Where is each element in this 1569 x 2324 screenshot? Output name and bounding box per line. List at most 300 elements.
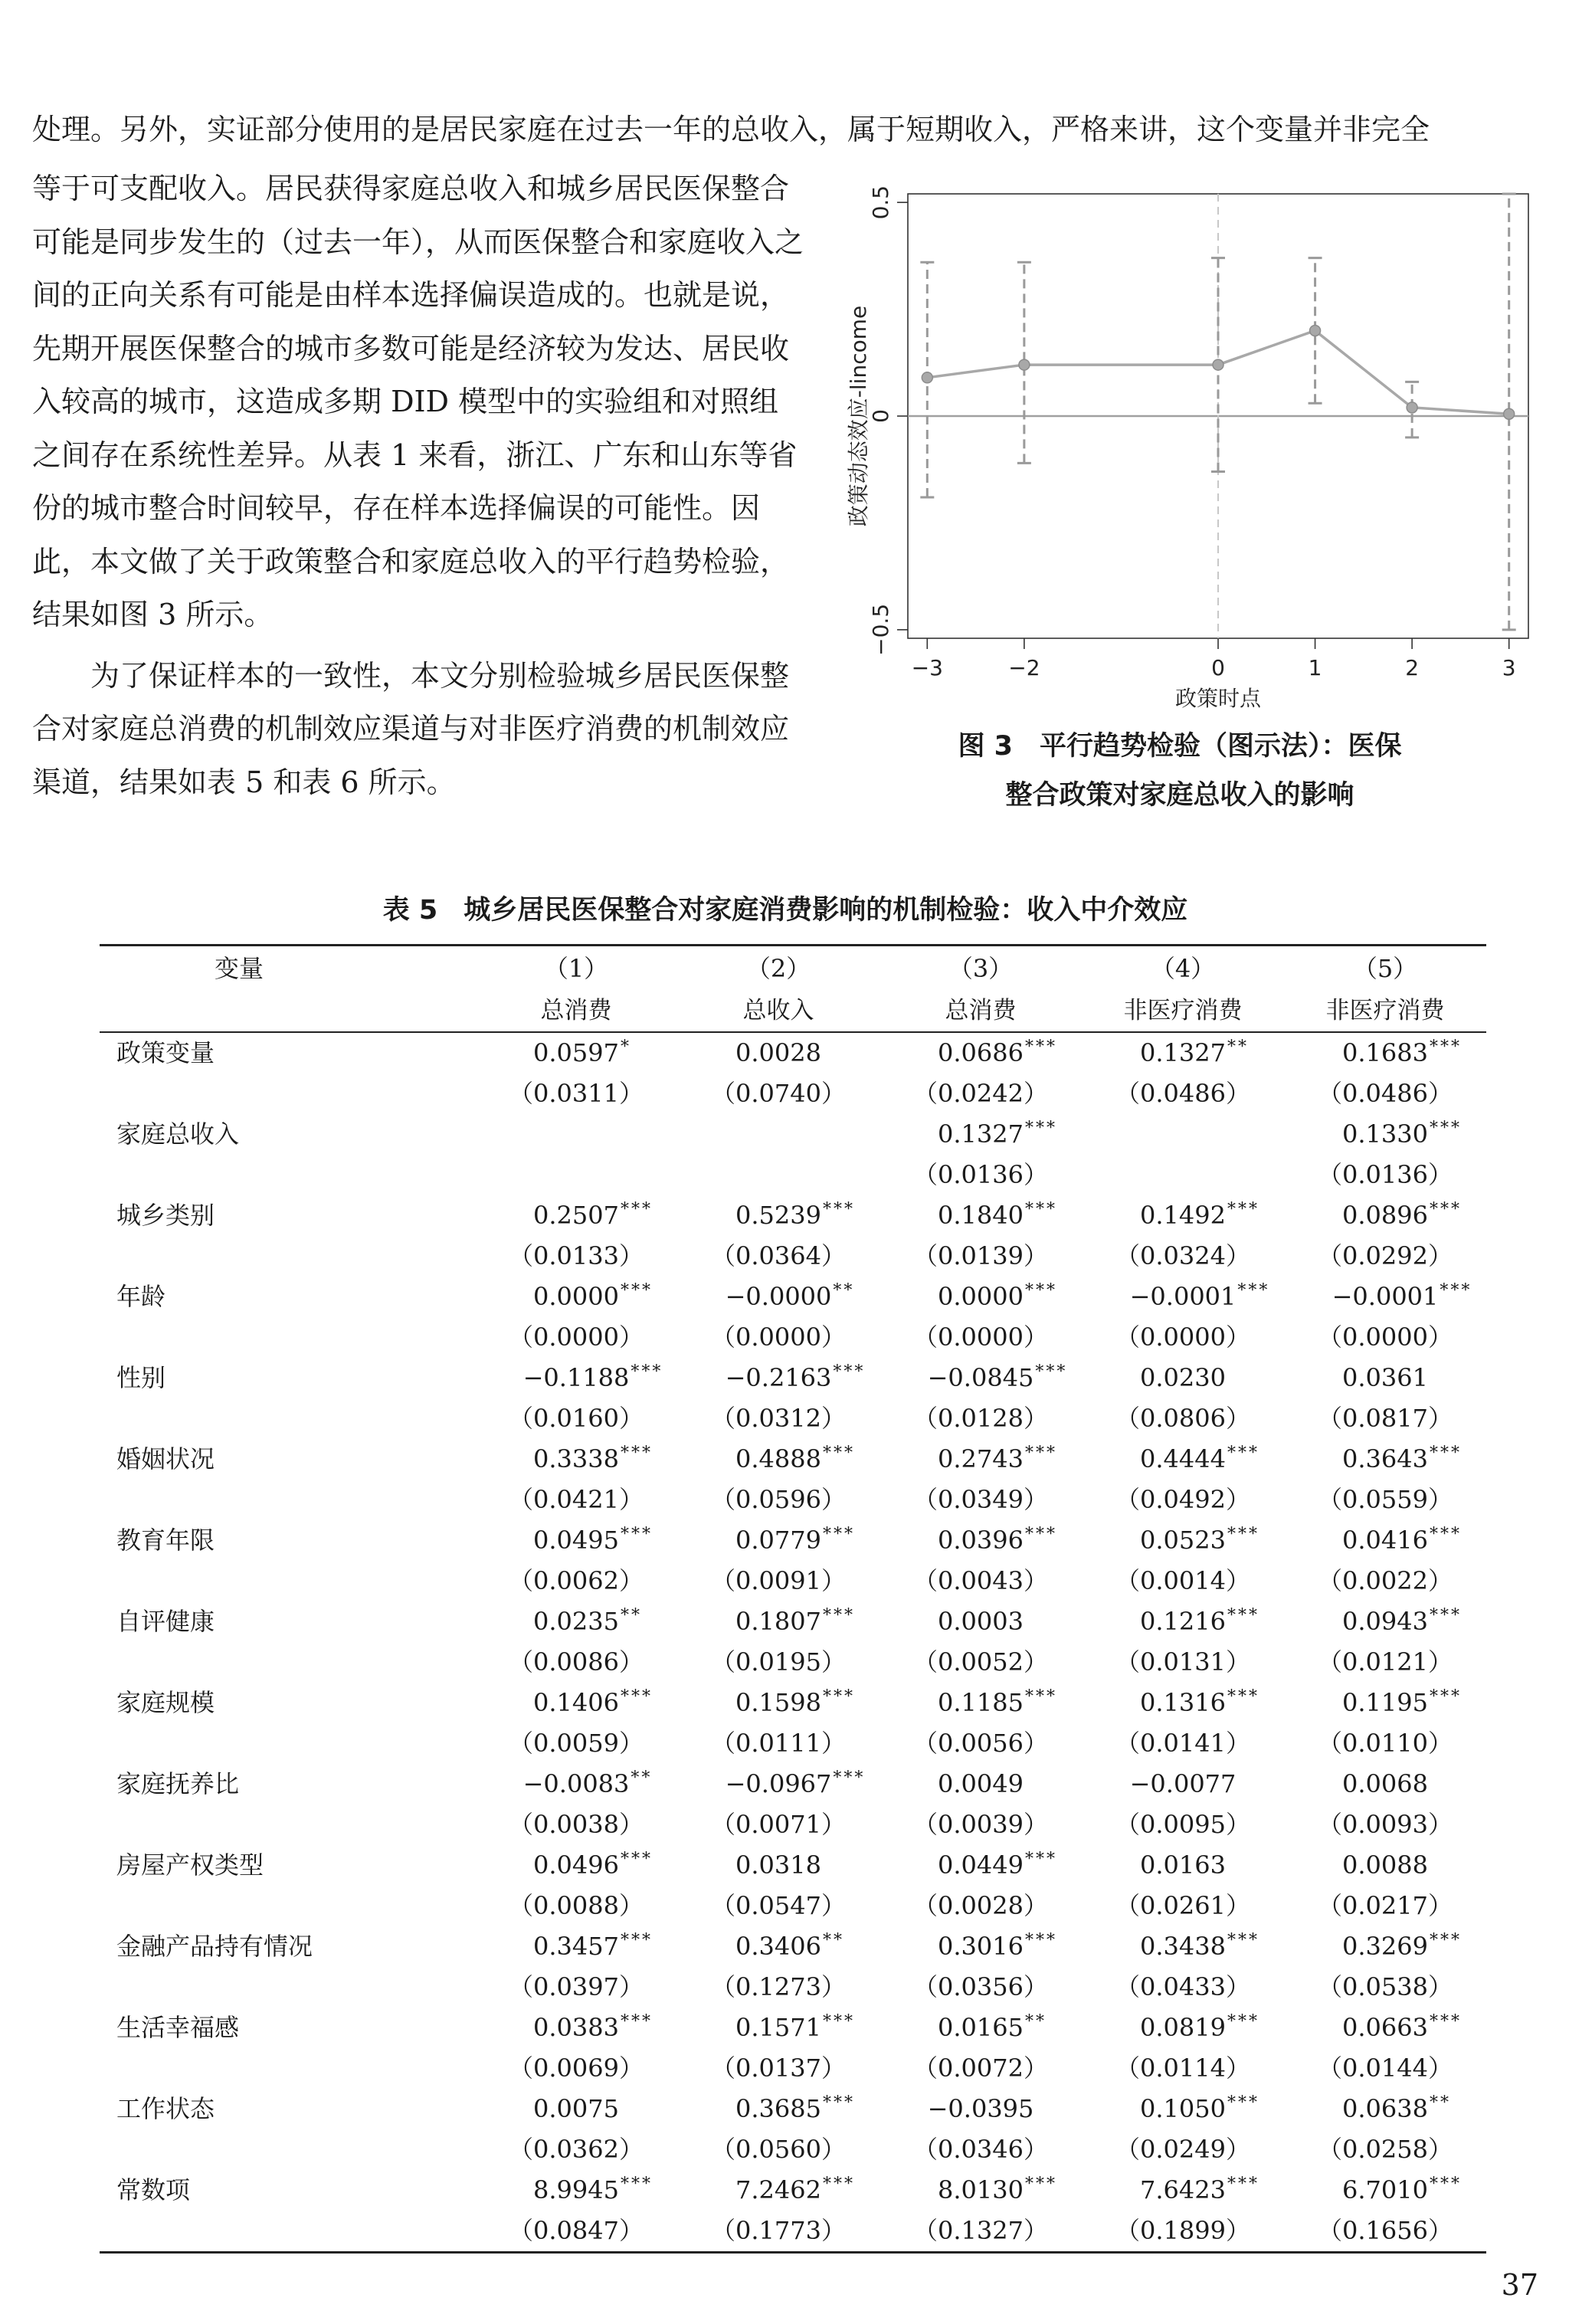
y-tick-label: −0.5 — [868, 603, 893, 656]
column-number: （4） — [1082, 946, 1284, 992]
standard-error: （0.0014） — [1115, 1566, 1250, 1595]
coefficient-value — [522, 1764, 653, 1804]
significance-stars: *** — [822, 1444, 855, 1463]
coefficient-cell — [1082, 2170, 1284, 2211]
table-row-coef — [100, 2008, 1486, 2048]
table-row-coef — [100, 1358, 1486, 1398]
variable-name-blank — [100, 1804, 475, 1845]
coefficient-value — [938, 1033, 1057, 1073]
coefficient-cell — [1284, 1845, 1486, 1886]
coefficient-value — [533, 1520, 653, 1561]
coefficient-cell — [1082, 1520, 1284, 1561]
coefficient-cell — [677, 1845, 879, 1886]
standard-error: （0.0486） — [1115, 1079, 1250, 1108]
coefficient-text: 0.0663 — [1342, 2013, 1428, 2042]
table-row-coef — [100, 1195, 1486, 1236]
standard-error: （0.0111） — [711, 1729, 846, 1758]
coefficient-cell — [879, 1520, 1082, 1561]
data-point — [1504, 408, 1515, 419]
coefficient-text: 0.1316 — [1140, 1688, 1226, 1717]
coefficient-text: 0.1598 — [735, 1688, 821, 1717]
coefficient-cell — [677, 1358, 879, 1398]
coefficient-cell — [1082, 1926, 1284, 1967]
standard-error: （0.0056） — [913, 1729, 1048, 1758]
coefficient-cell — [475, 2170, 677, 2211]
standard-error: （0.0217） — [1318, 1891, 1453, 1920]
coefficient-text: 0.0028 — [735, 1038, 821, 1067]
variable-header-blank — [100, 991, 475, 1032]
significance-stars: *** — [620, 1281, 653, 1300]
coefficient-value — [1342, 1358, 1428, 1398]
coefficient-text: 0.0896 — [1342, 1201, 1428, 1230]
coefficient-value — [1342, 1033, 1462, 1073]
coefficient-text: 0.0383 — [533, 2013, 619, 2042]
coefficient-cell — [475, 2008, 677, 2048]
table-row-coef — [100, 1845, 1486, 1886]
x-axis-label: 政策时点 — [1174, 686, 1262, 711]
x-tick-label: 1 — [1308, 655, 1322, 680]
table-row-coef — [100, 1114, 1486, 1155]
coefficient-text: 7.2462 — [735, 2175, 821, 2204]
coefficient-cell — [1284, 1439, 1486, 1480]
column-name: 总消费 — [475, 991, 677, 1032]
coefficient-value — [1140, 2170, 1259, 2211]
coefficient-cell — [879, 1926, 1082, 1967]
coefficient-cell — [1284, 1926, 1486, 1967]
standard-error: （0.0000） — [1318, 1323, 1453, 1352]
table-row-coef — [100, 2170, 1486, 2211]
table-row-coef — [100, 1601, 1486, 1642]
table-row-coef — [100, 1926, 1486, 1967]
coefficient-cell — [475, 1277, 677, 1317]
coefficient-cell — [1082, 1683, 1284, 1723]
coefficient-value — [533, 2089, 619, 2129]
coefficient-value — [1342, 1926, 1462, 1967]
table-subheader-row — [100, 991, 1486, 1032]
significance-stars: *** — [1227, 2093, 1259, 2113]
coefficient-value — [938, 1114, 1057, 1155]
coefficient-text: 0.0495 — [533, 1526, 619, 1555]
significance-stars: *** — [822, 1687, 855, 1706]
coefficient-value — [735, 1926, 844, 1967]
significance-stars: *** — [1024, 1931, 1057, 1950]
standard-error: （0.0000） — [1115, 1323, 1250, 1352]
standard-error: （0.0817） — [1318, 1404, 1453, 1433]
y-tick-label: 0.5 — [868, 185, 893, 220]
table-row-se — [100, 1967, 1486, 2008]
standard-error: （0.1899） — [1082, 2211, 1284, 2253]
coefficient-value — [735, 2089, 855, 2129]
standard-error: （0.0242） — [913, 1079, 1048, 1108]
standard-error: （0.0088） — [509, 1891, 644, 1920]
standard-error: （0.0311） — [509, 1079, 644, 1108]
coefficient-text: 0.0165 — [938, 2013, 1024, 2042]
coefficient-value — [1140, 1195, 1259, 1236]
coefficient-text: 0.1571 — [735, 2013, 821, 2042]
coefficient-text: 6.7010 — [1342, 2175, 1428, 2204]
variable-name: 城乡类别 — [116, 1201, 215, 1230]
variable-name-blank — [100, 1480, 475, 1520]
coefficient-value — [735, 1683, 855, 1723]
coefficient-cell — [1284, 1764, 1486, 1804]
significance-stars: *** — [822, 2012, 855, 2031]
variable-name: 教育年限 — [116, 1526, 215, 1555]
significance-stars: *** — [1024, 1850, 1057, 1869]
coefficient-cell — [1284, 1683, 1486, 1723]
coefficient-cell — [475, 1764, 677, 1804]
significance-stars: *** — [1227, 1687, 1259, 1706]
variable-name: 政策变量 — [116, 1038, 215, 1067]
coefficient-text: 0.0819 — [1140, 2013, 1226, 2042]
significance-stars: *** — [1227, 2012, 1259, 2031]
figure-caption-line1: 图 3 平行趋势检验（图示法）：医保 — [958, 731, 1402, 762]
x-tick-label: 2 — [1405, 655, 1420, 680]
coefficient-cell — [677, 2089, 879, 2129]
standard-error: （0.1773） — [677, 2211, 879, 2253]
coefficient-text: 8.0130 — [938, 2175, 1024, 2204]
standard-error: （0.0806） — [1115, 1404, 1250, 1433]
coefficient-value — [1140, 1601, 1259, 1642]
coefficient-cell — [475, 2089, 677, 2129]
coefficient-value — [1140, 2008, 1259, 2048]
significance-stars: *** — [1429, 1931, 1462, 1950]
significance-stars: *** — [1024, 1687, 1057, 1706]
standard-error: （0.0261） — [1115, 1891, 1250, 1920]
significance-stars: *** — [1227, 1606, 1259, 1625]
coefficient-cell — [677, 1277, 879, 1317]
coefficient-cell — [677, 1926, 879, 1967]
standard-error: （0.0292） — [1318, 1241, 1453, 1270]
variable-name-blank — [100, 2211, 475, 2253]
coefficient-value — [735, 1601, 855, 1642]
variable-name-blank — [100, 1398, 475, 1439]
table-row-se — [100, 1804, 1486, 1845]
table-row-coef — [100, 1439, 1486, 1480]
coefficient-text: 0.3338 — [533, 1444, 619, 1473]
coefficient-cell — [677, 1683, 879, 1723]
coefficient-cell — [1082, 1114, 1284, 1155]
table-row-se — [100, 1236, 1486, 1277]
significance-stars: ** — [1227, 1037, 1249, 1057]
variable-name-blank — [100, 1642, 475, 1683]
significance-stars: *** — [1227, 2175, 1259, 2194]
coefficient-value — [1342, 2089, 1451, 2129]
significance-stars: *** — [822, 1200, 855, 1219]
table-row-se — [100, 1155, 1486, 1195]
variable-name-blank — [100, 1155, 475, 1195]
coefficient-value — [725, 1358, 866, 1398]
variable-name-blank — [100, 1236, 475, 1277]
table-number: 表 5 — [382, 895, 438, 926]
significance-stars: ** — [631, 1768, 653, 1788]
significance-stars: *** — [1227, 1525, 1259, 1544]
coefficient-text: 0.1330 — [1342, 1119, 1428, 1149]
coefficient-cell — [677, 1439, 879, 1480]
variable-name: 生活幸福感 — [116, 2013, 240, 2042]
standard-error: （0.0136） — [913, 1160, 1048, 1189]
standard-error: （0.0249） — [1115, 2135, 1250, 2164]
coefficient-cell — [879, 2170, 1082, 2211]
column-name: 总收入 — [677, 991, 879, 1032]
standard-error: （0.0095） — [1115, 1810, 1250, 1839]
standard-error: （0.0349） — [913, 1485, 1048, 1514]
standard-error: （0.0038） — [509, 1810, 644, 1839]
coefficient-cell — [1284, 1114, 1486, 1155]
coefficient-text: −0.0000 — [725, 1282, 832, 1311]
coefficient-value — [938, 2008, 1047, 2048]
coefficient-text: 0.3643 — [1342, 1444, 1428, 1473]
variable-name: 家庭规模 — [116, 1688, 215, 1717]
coefficient-text: 0.1683 — [1342, 1038, 1428, 1067]
standard-error: （0.0195） — [711, 1647, 846, 1677]
coefficient-cell — [475, 1195, 677, 1236]
significance-stars: *** — [1440, 1281, 1472, 1300]
table-row-coef — [100, 2089, 1486, 2129]
table-row-se — [100, 1642, 1486, 1683]
column-number: （1） — [475, 946, 677, 992]
coefficient-value — [938, 1439, 1057, 1480]
x-tick-label: −2 — [1008, 655, 1040, 680]
significance-stars: *** — [1024, 1525, 1057, 1544]
coefficient-text: 0.0686 — [938, 1038, 1024, 1067]
coefficient-cell — [879, 2008, 1082, 2048]
variable-name: 家庭抚养比 — [116, 1769, 240, 1798]
coefficient-cell — [879, 1439, 1082, 1480]
coefficient-cell — [879, 1683, 1082, 1723]
coefficient-value — [1342, 2170, 1462, 2211]
coefficient-text: −0.0395 — [927, 2094, 1034, 2123]
coefficient-cell — [879, 1358, 1082, 1398]
coefficient-text: 0.1807 — [735, 1607, 821, 1636]
significance-stars: *** — [1024, 1119, 1057, 1138]
standard-error: （0.0000） — [509, 1323, 644, 1352]
standard-error: （0.0062） — [509, 1566, 644, 1595]
coefficient-text: 0.1492 — [1140, 1201, 1226, 1230]
coefficient-text: −0.0967 — [725, 1769, 832, 1798]
coefficient-value — [533, 1683, 653, 1723]
significance-stars: *** — [833, 1362, 866, 1382]
coefficient-value — [1140, 1439, 1259, 1480]
coefficient-cell — [879, 1845, 1082, 1886]
significance-stars: *** — [620, 1931, 653, 1950]
x-tick-label: −3 — [911, 655, 943, 680]
coefficient-value — [735, 1520, 855, 1561]
coefficient-text: 0.0049 — [938, 1769, 1024, 1798]
coefficient-value — [735, 1033, 821, 1073]
significance-stars: * — [620, 1037, 631, 1057]
table-row-se — [100, 1886, 1486, 1926]
standard-error: （0.0039） — [913, 1810, 1048, 1839]
coefficient-cell — [677, 1032, 879, 1073]
coefficient-text: 0.3406 — [735, 1932, 821, 1961]
coefficient-cell — [879, 1195, 1082, 1236]
standard-error: （0.0397） — [509, 1972, 644, 2001]
coefficient-text: 7.6423 — [1140, 2175, 1226, 2204]
coefficient-value — [938, 1520, 1057, 1561]
variable-name: 常数项 — [116, 2175, 191, 2204]
significance-stars: *** — [822, 1525, 855, 1544]
coefficient-value — [735, 2008, 855, 2048]
variable-header: 变量 — [100, 946, 475, 992]
significance-stars: *** — [1024, 1200, 1057, 1219]
coefficient-value — [938, 1926, 1057, 1967]
coefficient-cell — [879, 2089, 1082, 2129]
coefficient-text: 0.0003 — [938, 1607, 1024, 1636]
standard-error: （0.0059） — [509, 1729, 644, 1758]
coefficient-value — [533, 2008, 653, 2048]
coefficient-text: 0.5239 — [735, 1201, 821, 1230]
coefficient-cell — [475, 1683, 677, 1723]
variable-name-blank — [100, 1886, 475, 1926]
coefficient-text: 0.1050 — [1140, 2094, 1226, 2123]
coefficient-value — [1342, 1845, 1428, 1886]
standard-error: （0.0141） — [1115, 1729, 1250, 1758]
coefficient-cell — [879, 1114, 1082, 1155]
standard-error: （0.0128） — [913, 1404, 1048, 1433]
coefficient-cell — [677, 1195, 879, 1236]
coefficient-value — [735, 1195, 855, 1236]
coefficient-text: −0.0845 — [927, 1363, 1034, 1392]
coefficient-cell — [475, 1845, 677, 1886]
standard-error: （0.0560） — [711, 2135, 846, 2164]
standard-error: （0.0121） — [1318, 1647, 1453, 1677]
coefficient-value — [533, 2170, 653, 2211]
coefficient-text: 0.4444 — [1140, 1444, 1226, 1473]
coefficient-text: 0.4888 — [735, 1444, 821, 1473]
table-row-se — [100, 2211, 1486, 2253]
coefficient-cell — [879, 1277, 1082, 1317]
standard-error: （0.0492） — [1115, 1485, 1250, 1514]
coefficient-text: 0.3269 — [1342, 1932, 1428, 1961]
significance-stars: *** — [1237, 1281, 1270, 1300]
coefficient-value — [1342, 1683, 1462, 1723]
coefficient-text: 0.0638 — [1342, 2094, 1428, 2123]
figure-caption — [835, 722, 1525, 820]
significance-stars: *** — [1024, 2175, 1057, 2194]
standard-error: （0.0028） — [913, 1891, 1048, 1920]
coefficient-value — [735, 1845, 821, 1886]
data-point — [1213, 359, 1223, 370]
significance-stars: *** — [620, 2012, 653, 2031]
standard-error: （0.0596） — [711, 1485, 846, 1514]
coefficient-cell — [475, 1114, 677, 1155]
coefficient-value — [735, 2170, 855, 2211]
standard-error: （0.0069） — [509, 2054, 644, 2083]
event-study-plot — [835, 175, 1548, 726]
coefficient-cell — [1284, 1195, 1486, 1236]
significance-stars: *** — [1227, 1200, 1259, 1219]
coefficient-text: 0.1185 — [938, 1688, 1024, 1717]
significance-stars: ** — [1024, 2012, 1047, 2031]
coefficient-value — [1342, 1114, 1462, 1155]
significance-stars: *** — [1035, 1362, 1068, 1382]
standard-error: （0.0847） — [475, 2211, 677, 2253]
left-text-column — [32, 162, 806, 809]
coefficient-text: 0.0779 — [735, 1526, 821, 1555]
regression-table — [100, 944, 1486, 2254]
x-tick-label: 0 — [1211, 655, 1225, 680]
coefficient-cell — [677, 2008, 879, 2048]
significance-stars: *** — [1429, 1525, 1462, 1544]
column-name: 总消费 — [879, 991, 1082, 1032]
standard-error: （0.0139） — [913, 1241, 1048, 1270]
page-number: 37 — [1501, 2268, 1538, 2302]
significance-stars: *** — [620, 1525, 653, 1544]
coefficient-cell — [1082, 1764, 1284, 1804]
coefficient-cell — [475, 1926, 677, 1967]
coefficient-value — [938, 2170, 1057, 2211]
coefficient-cell — [1284, 2170, 1486, 2211]
coefficient-text: 0.3685 — [735, 2094, 821, 2123]
coefficient-cell — [1082, 1601, 1284, 1642]
coefficient-text: 0.0396 — [938, 1526, 1024, 1555]
coefficient-value — [522, 1358, 663, 1398]
standard-error: （0.0093） — [1318, 1810, 1453, 1839]
variable-name-blank — [100, 1317, 475, 1358]
significance-stars: *** — [822, 1606, 855, 1625]
coefficient-value — [927, 1358, 1068, 1398]
significance-stars: *** — [1024, 1037, 1057, 1057]
standard-error: （0.0547） — [711, 1891, 846, 1920]
significance-stars: *** — [620, 1200, 653, 1219]
coefficient-text: 8.9945 — [533, 2175, 619, 2204]
significance-stars: *** — [1227, 1444, 1259, 1463]
coefficient-value — [1140, 2089, 1259, 2129]
data-point — [1310, 325, 1321, 336]
coefficient-cell — [475, 1439, 677, 1480]
table-row-se — [100, 1317, 1486, 1358]
column-name: 非医疗消费 — [1284, 991, 1486, 1032]
coefficient-text: 0.3016 — [938, 1932, 1024, 1961]
coefficient-value — [1140, 1926, 1259, 1967]
coefficient-cell — [677, 1114, 879, 1155]
coefficient-value — [938, 1683, 1057, 1723]
coefficient-value — [1140, 1358, 1226, 1398]
coefficient-value — [533, 1277, 653, 1317]
standard-error: （0.0110） — [1318, 1729, 1453, 1758]
standard-error: （0.0114） — [1115, 2054, 1250, 2083]
coefficient-value — [1342, 1764, 1428, 1804]
variable-name-blank — [100, 1561, 475, 1601]
coefficient-value — [1140, 1520, 1259, 1561]
significance-stars: *** — [620, 2175, 653, 2194]
coefficient-value — [533, 1195, 653, 1236]
coefficient-value — [938, 1277, 1057, 1317]
coefficient-value — [938, 1845, 1057, 1886]
significance-stars: *** — [833, 1768, 866, 1788]
coefficient-value — [938, 1195, 1057, 1236]
coefficient-cell — [1082, 1439, 1284, 1480]
coefficient-cell — [475, 1032, 677, 1073]
variable-name: 自评健康 — [116, 1607, 215, 1636]
coefficient-value — [1342, 1601, 1462, 1642]
standard-error: （0.0486） — [1318, 1079, 1453, 1108]
coefficient-value — [533, 1601, 642, 1642]
coefficient-value — [1342, 1439, 1462, 1480]
standard-error: （0.0364） — [711, 1241, 846, 1270]
x-tick-label: 3 — [1502, 655, 1516, 680]
data-point — [922, 372, 932, 383]
standard-error: （0.0421） — [509, 1485, 644, 1514]
coefficient-value — [1140, 1033, 1249, 1073]
coefficient-text: 0.0235 — [533, 1607, 619, 1636]
coefficient-value — [533, 1439, 653, 1480]
coefficient-text: 0.1840 — [938, 1201, 1024, 1230]
coefficient-text: 0.0068 — [1342, 1769, 1428, 1798]
variable-name-blank — [100, 1073, 475, 1114]
coefficient-value — [1129, 1277, 1270, 1317]
significance-stars: ** — [822, 1931, 844, 1950]
